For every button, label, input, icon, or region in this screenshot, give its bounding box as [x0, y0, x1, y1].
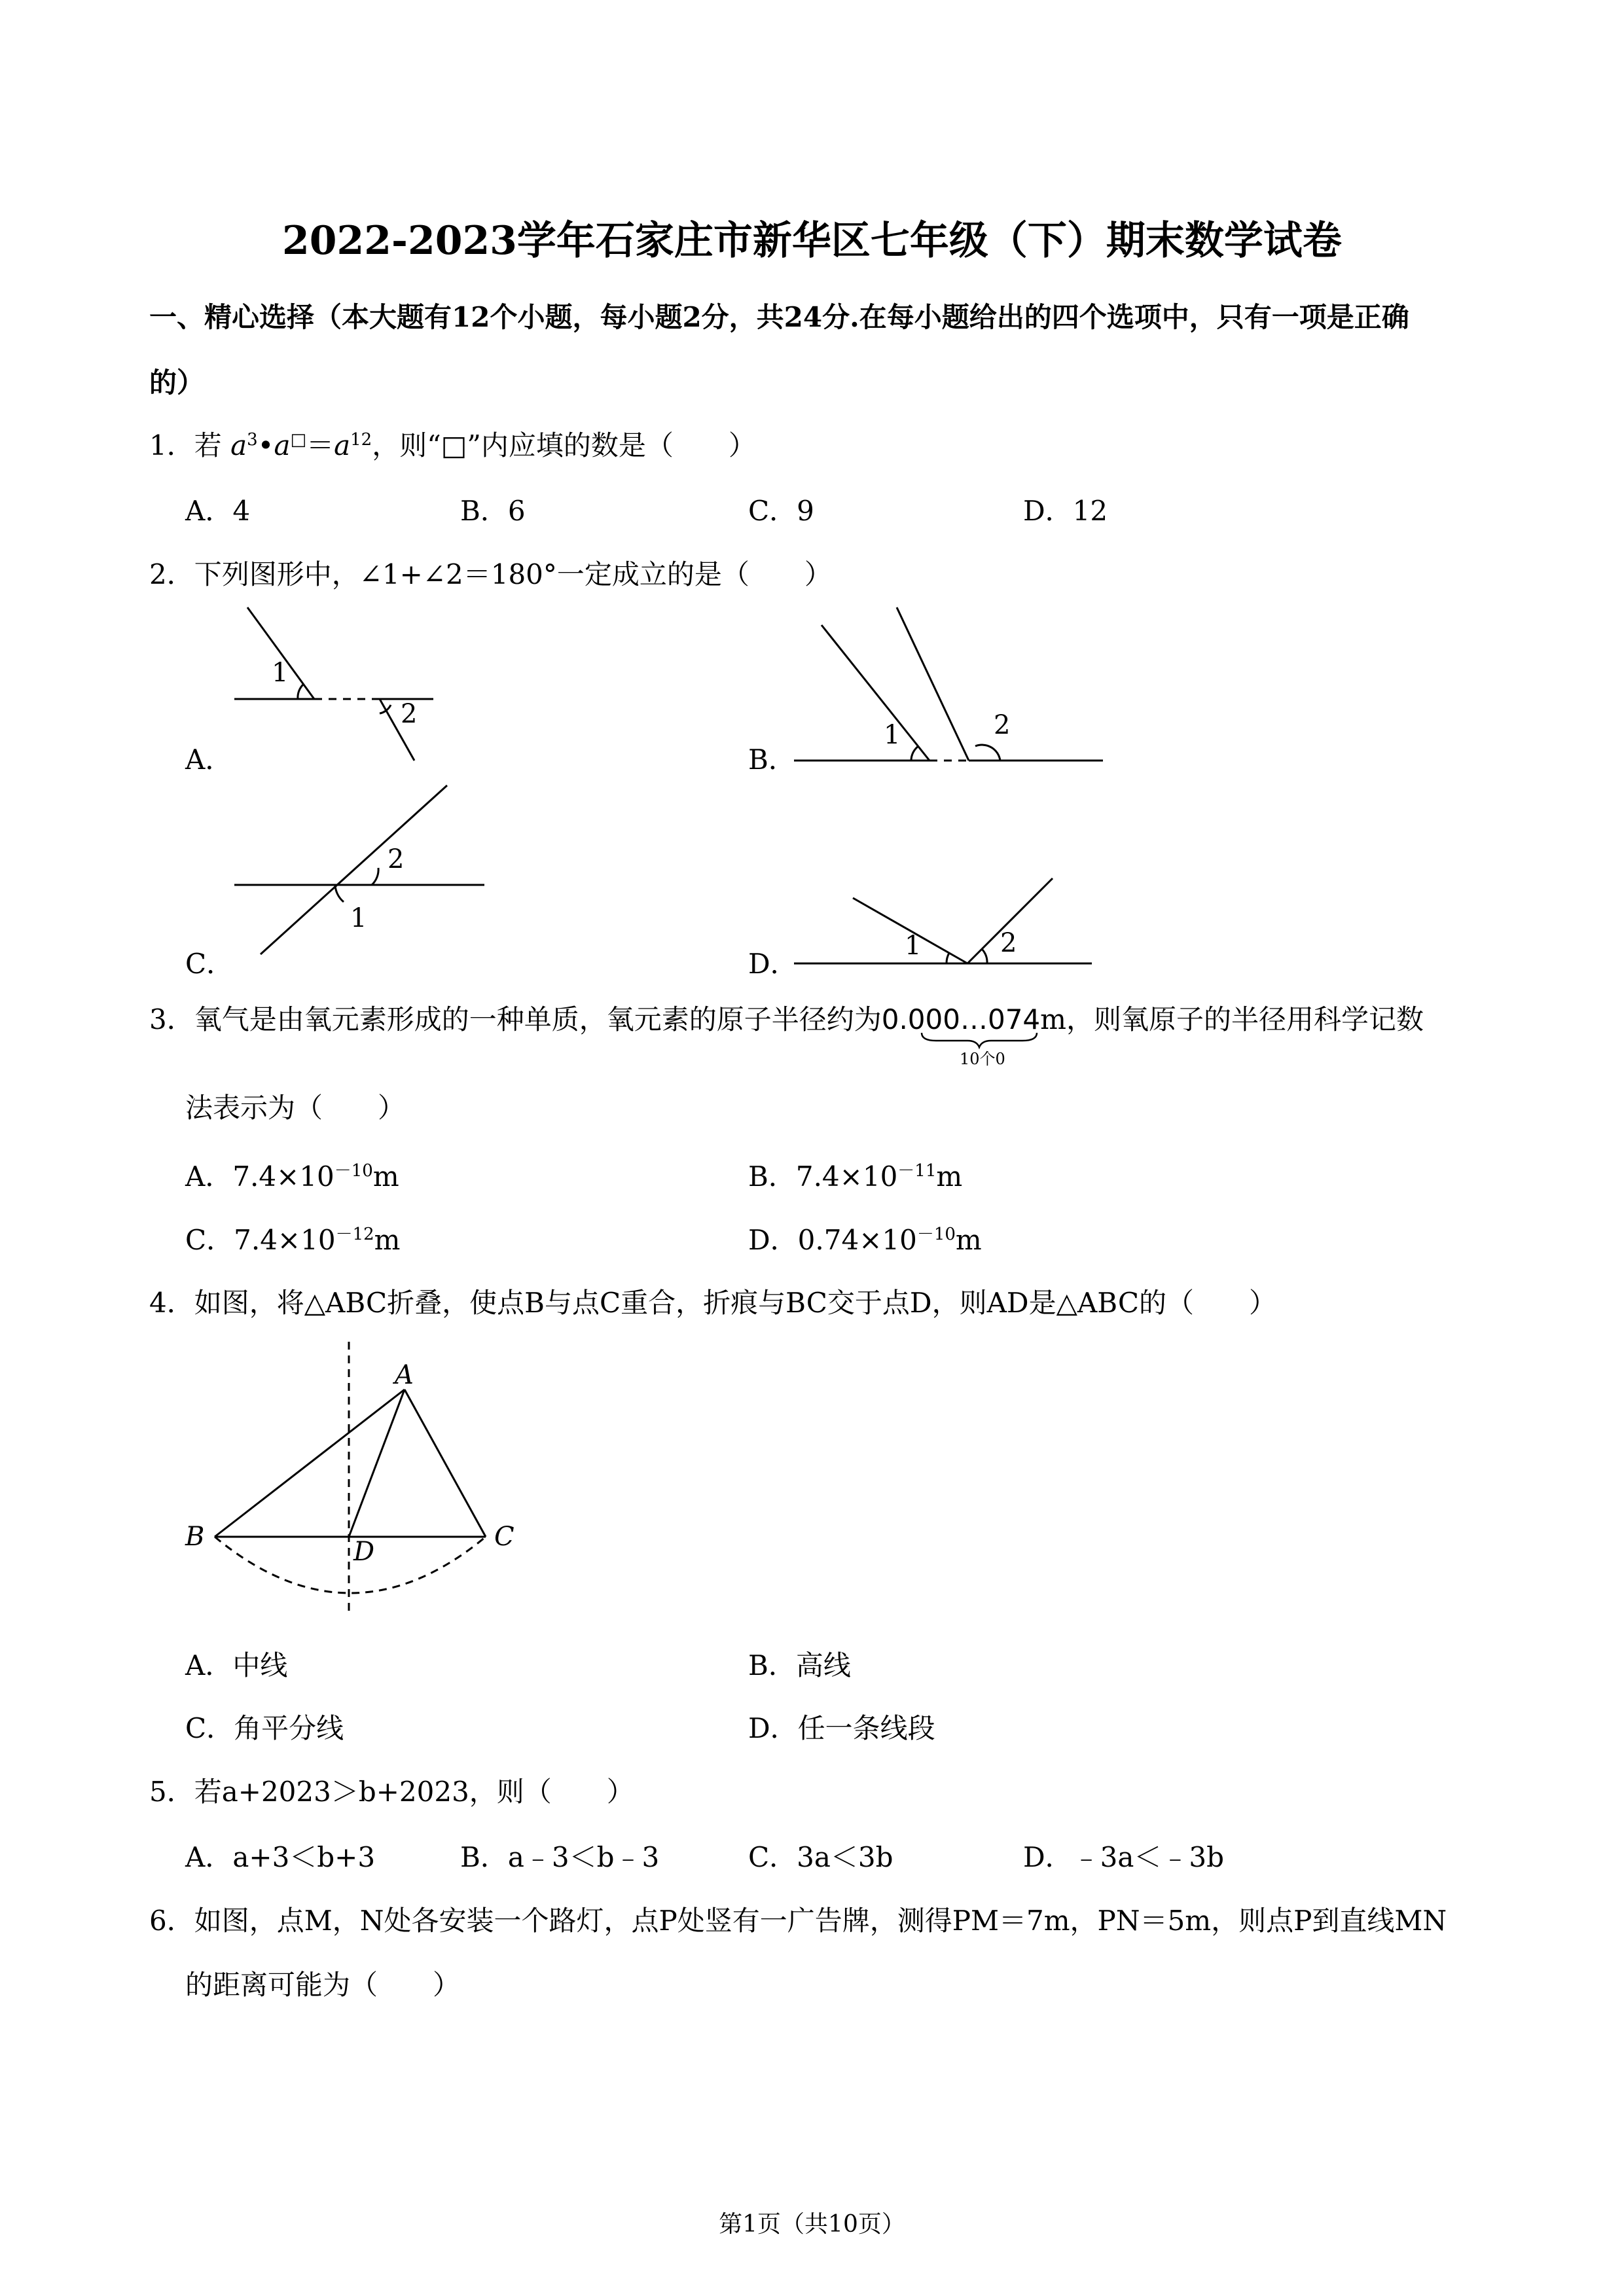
q1-exp-3: 3	[247, 430, 258, 450]
question-3-line2: 法表示为（ ）	[185, 1092, 406, 1124]
q4-point-c-label: C	[494, 1522, 514, 1552]
q1-option-a[interactable]: A．4	[185, 495, 251, 527]
section-heading-line1: 一、精心选择（本大题有12个小题，每小题2分，共24分.在每小题给出的四个选项中，只有一项是正确	[149, 301, 1409, 333]
q4-option-a[interactable]: A．中线	[185, 1649, 288, 1681]
q3-option-a-base: A．7.4×10	[185, 1160, 334, 1193]
q3-option-a-exp: －10	[334, 1161, 373, 1181]
q2b-angle-2-label: 2	[994, 710, 1011, 740]
q1-var-a3: a	[334, 429, 351, 461]
q1-eq: ＝	[306, 429, 334, 461]
q3-option-c-base: C．7.4×10	[185, 1224, 336, 1256]
q1-prefix: 1．若	[149, 429, 231, 461]
question-6-line1: 6．如图，点M，N处各安装一个路灯，点P处竖有一广告牌，测得PM＝7m，PN＝5m，则点P到直线MN	[149, 1905, 1447, 1937]
q1-option-b[interactable]: B．6	[460, 495, 526, 527]
q1-exp-12: 12	[350, 430, 372, 450]
q3-option-b-unit: m	[936, 1160, 963, 1193]
q4-option-b[interactable]: B．高线	[748, 1649, 851, 1681]
q2d-angle-2-label: 2	[1000, 928, 1017, 958]
question-4: 4．如图，将△ABC折叠，使点B与点C重合，折痕与BC交于点D，则AD是△ABC的（ ）	[149, 1287, 1277, 1319]
q3-option-d-base: D．0.74×10	[748, 1224, 917, 1256]
q2c-angle-2-label: 2	[388, 844, 405, 874]
question-2: 2．下列图形中，∠1+∠2＝180°一定成立的是（ ）	[149, 558, 832, 590]
q4-point-a-label: A	[395, 1360, 414, 1390]
page-footer: 第1页（共10页）	[719, 2211, 905, 2238]
q4-point-b-label: B	[185, 1522, 205, 1552]
q2-option-d[interactable]: D．	[748, 948, 798, 980]
q4-point-d-label: D	[353, 1537, 375, 1567]
question-5: 5．若a+2023＞b+2023，则（ ）	[149, 1776, 634, 1808]
q1-var-a2: a	[274, 429, 291, 461]
q4-option-c[interactable]: C．角平分线	[185, 1712, 344, 1744]
q1-option-d[interactable]: D．12	[1023, 495, 1108, 527]
q3-text-after: m，则氧原子的半径用科学记数	[1040, 1003, 1424, 1035]
q2c-angle-1-label: 1	[350, 903, 367, 933]
q3-option-c-exp: －12	[335, 1225, 374, 1244]
q5-option-d[interactable]: D．﹣3a＜﹣3b	[1023, 1841, 1225, 1873]
q2-option-a[interactable]: A．	[185, 744, 233, 776]
q1-var-a: a	[230, 429, 247, 461]
q2-option-c[interactable]: C．	[185, 948, 234, 980]
q3-option-b-base: B．7.4×10	[748, 1160, 898, 1193]
q3-option-d-unit: m	[955, 1224, 982, 1256]
q2b-angle-1-label: 1	[884, 720, 901, 750]
q2-option-b[interactable]: B．	[748, 744, 796, 776]
q1-dot: •	[257, 429, 274, 461]
q3-option-a-unit: m	[372, 1160, 399, 1193]
q2d-angle-1-label: 1	[905, 931, 922, 961]
q3-number: 0.000…074	[881, 1003, 1041, 1035]
q5-option-c[interactable]: C．3a＜3b	[748, 1841, 893, 1873]
q3-option-d-exp: －10	[916, 1225, 956, 1244]
q5-option-b[interactable]: B．a﹣3＜b﹣3	[460, 1841, 660, 1873]
section-heading-line2: 的）	[149, 367, 205, 399]
question-6-line2: 的距离可能为（ ）	[185, 1969, 461, 2001]
page-title: 2022-2023学年石家庄市新华区七年级（下）期末数学试卷	[282, 218, 1342, 264]
q1-box: □	[290, 430, 307, 450]
q1-option-c[interactable]: C．9	[748, 495, 814, 527]
q3-brace-label: 10个0	[960, 1050, 1005, 1068]
q3-option-c-unit: m	[374, 1224, 401, 1256]
q1-suffix: ，则“□”内应填的数是（ ）	[372, 429, 756, 461]
q3-text-before: 3．氧气是由氧元素形成的一种单质，氧元素的原子半径约为	[149, 1003, 882, 1035]
q5-option-a[interactable]: A．a+3＜b+3	[185, 1841, 376, 1873]
q3-option-b-exp: －11	[897, 1161, 937, 1181]
q2a-angle-1-label: 1	[272, 658, 289, 688]
q2a-angle-2-label: 2	[401, 699, 418, 729]
q4-option-d[interactable]: D．任一条线段	[748, 1712, 935, 1744]
